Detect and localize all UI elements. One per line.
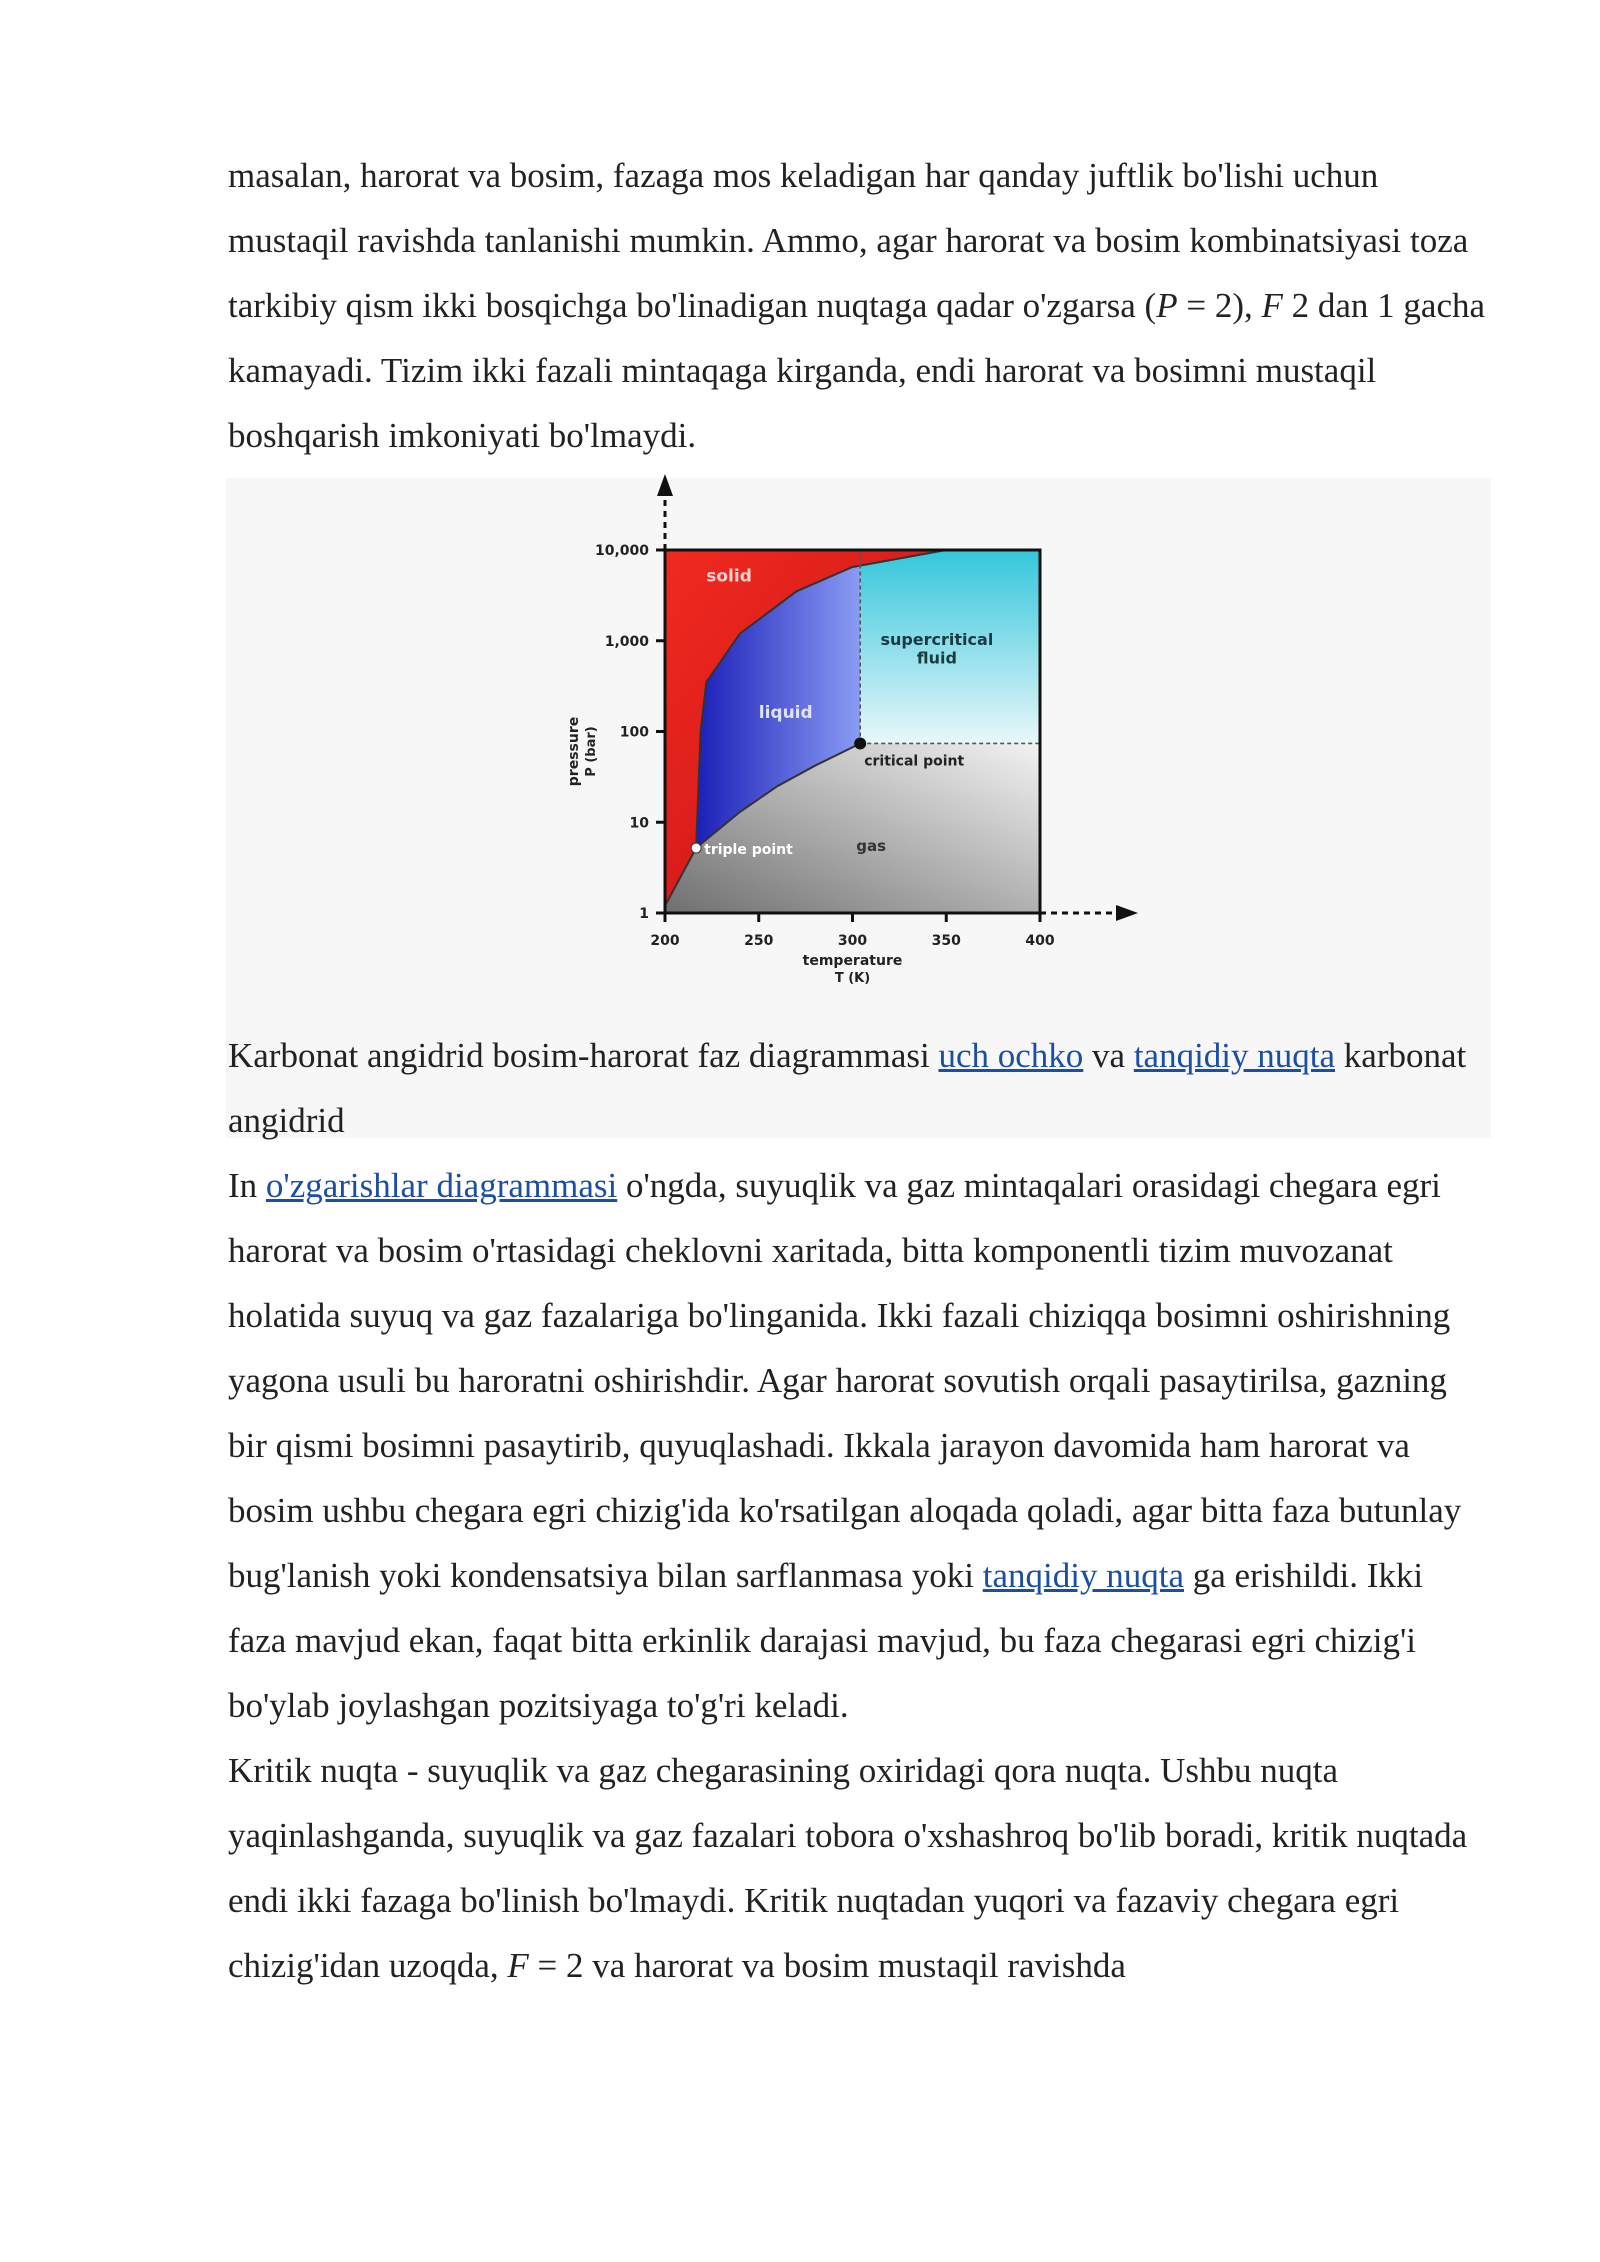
- triple-point-marker: [691, 843, 701, 853]
- caption-text-a: Karbonat angidrid bosim-harorat faz diagrammasi: [228, 1036, 939, 1075]
- x-tick-label: 250: [744, 933, 774, 949]
- figure-caption: [228, 1023, 1490, 1153]
- supercritical-label-line2: fluid: [916, 648, 957, 668]
- triple-point-link[interactable]: uch ochko: [938, 1036, 1084, 1075]
- x-axis-arrow-icon: [1116, 905, 1138, 921]
- para3-text-a: Kritik nuqta - suyuqlik va gaz chegarasining oxiridagi qora nuqta. Ushbu nuqta yaqinlashganda, suyuqlik va gaz fazalari tobora o'xshashroq bo'lib boradi, kritik nuqtada endi ikki fazaga bo'linish bo'lmaydi. Kritik nuqtadan yuqori va fazaviy chegara egri chizig'idan uzoqda,: [228, 1751, 1468, 1985]
- para3-text-b: = 2 va harorat va bosim mustaqil ravishda: [528, 1946, 1126, 1985]
- x-axis-unit-label: T (K): [834, 971, 871, 986]
- paragraph-critical-point: [228, 1738, 1490, 1998]
- y-tick-label: 1: [639, 906, 649, 922]
- y-tick-label: 100: [619, 724, 649, 741]
- variable-f: F: [1261, 286, 1283, 325]
- critical-point-label: critical point: [864, 753, 965, 770]
- y-axis-label: pressure: [566, 716, 582, 787]
- triple-point-label: triple point: [704, 842, 793, 859]
- y-tick-label: 10,000: [594, 543, 649, 559]
- critical-point-marker: [854, 737, 866, 749]
- critical-point-link-2[interactable]: tanqidiy nuqta: [982, 1556, 1184, 1595]
- para2-text-b: o'ngda, suyuqlik va gaz mintaqalari orasidagi chegara egri harorat va bosim o'rtasidagi cheklovni xaritada, bitta komponentli tizim muvozanat holatida suyuq va gaz fazalariga bo'linganida. Ikki fazali chiziqqa bosimni oshirishning yagona usuli bu haroratni oshirishdir. Agar harorat sovutish orqali pasaytirilsa, gazning bir qismi bosimni pasaytirib, quyuqlashadi. Ikkala jarayon davomida ham harorat va bosim ushbu chegara egri chizig'ida ko'rsatilgan aloqada qoladi, agar bitta faza butunlay bug'lanish yoki kondensatsiya bilan sarflanmasa yoki: [228, 1166, 1462, 1595]
- critical-point-link[interactable]: tanqidiy nuqta: [1133, 1036, 1336, 1075]
- phase-diagram-link[interactable]: o'zgarishlar diagrammasi: [265, 1166, 618, 1205]
- gas-label: gas: [856, 837, 887, 856]
- y-tick-label: 10: [629, 815, 649, 832]
- x-tick-label: 350: [931, 933, 961, 949]
- y-axis-label-group: [566, 717, 599, 786]
- y-tick-label: 1,000: [604, 633, 649, 650]
- para2-text-c: ga erishildi. Ikki faza mavjud ekan, faqat bitta erkinlik darajasi mavjud, bu faza chegarasi egri chizig'i bo'ylab joylashgan pozitsiyaga to'g'ri keladi.: [228, 1556, 1424, 1725]
- solid-label: solid: [706, 566, 752, 587]
- para1-text-a: masalan, harorat va bosim, fazaga mos keladigan har qanday juftlik bo'lishi uchun mustaqil ravishda tanlanishi mumkin. Ammo, agar harorat va bosim kombinatsiyasi toza tarkibiy qism ikki bosqichga bo'linadigan nuqtaga qadar o'zgarsa (: [228, 156, 1469, 325]
- x-tick-label: 400: [1025, 933, 1055, 949]
- para1-text-c: 2 dan 1 gacha kamayadi. Tizim ikki fazali mintaqaga kirganda, endi harorat va bosimni mustaqil boshqarish imkoniyati bo'lmaydi.: [228, 286, 1486, 455]
- x-tick-label: 300: [837, 933, 868, 949]
- x-tick-label: 200: [650, 933, 680, 949]
- variable-f-2: F: [507, 1946, 529, 1985]
- y-axis-unit-label: P (bar): [584, 726, 599, 777]
- caption-text-b: va: [1083, 1036, 1134, 1075]
- caption-text-c: karbonat angidrid: [228, 1036, 1467, 1140]
- para1-text-b: = 2),: [1177, 286, 1262, 325]
- paragraph-phase-diagram: [228, 1153, 1490, 1738]
- phase-diagram-chart: [560, 470, 1160, 1010]
- liquid-label: liquid: [758, 703, 813, 724]
- x-axis-label: temperature: [802, 953, 903, 969]
- variable-p: P: [1156, 286, 1178, 325]
- y-axis-arrow-icon: [657, 474, 673, 496]
- para2-text-a: In: [228, 1166, 266, 1205]
- supercritical-label-line1: supercritical: [880, 629, 994, 649]
- body-text: [228, 1153, 1490, 1998]
- paragraph-intro: [228, 143, 1490, 468]
